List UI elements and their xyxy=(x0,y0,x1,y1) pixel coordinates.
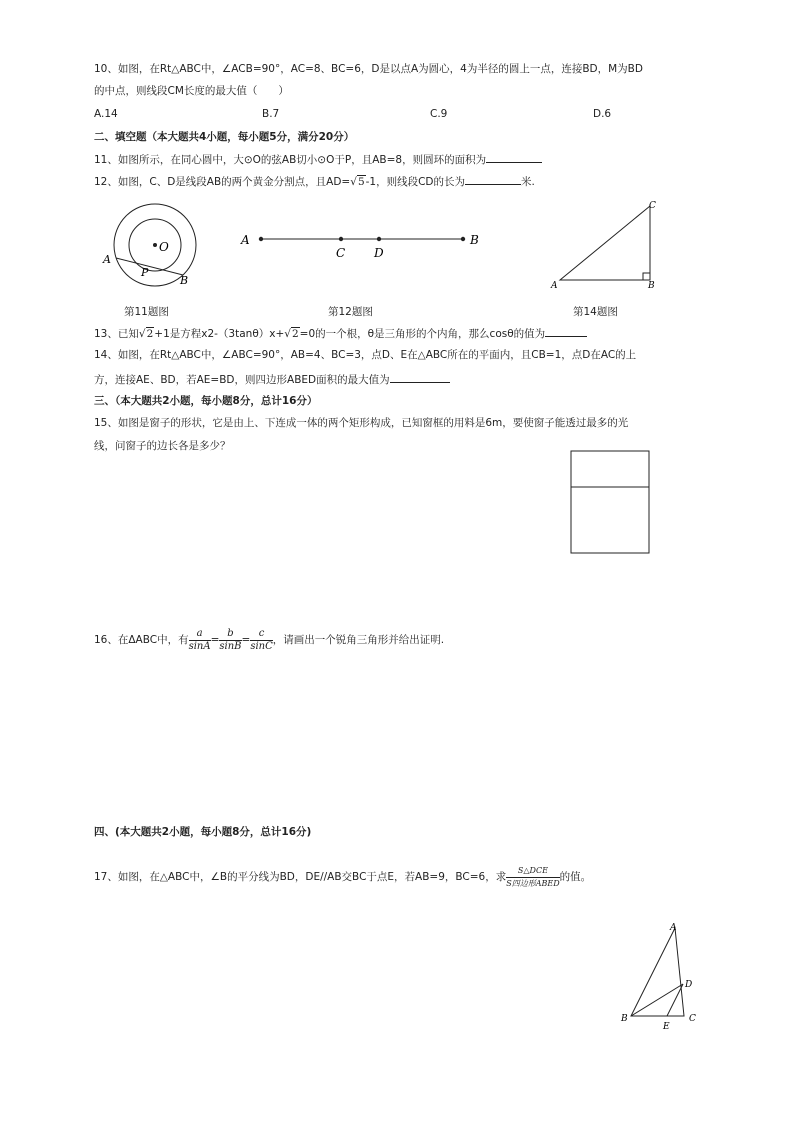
q16-frac-c xyxy=(250,628,272,653)
q15-line1: 15、如图是窗子的形状，它是由上、下连成一体的两个矩形构成，已知窗框的用料是6m，要使窗子能透过最多的光 xyxy=(94,417,629,429)
q10-option-d: D.6 xyxy=(593,108,612,120)
figure-11 xyxy=(100,200,200,290)
fig17-label-a: A xyxy=(670,923,677,933)
q11-text xyxy=(94,152,542,167)
fig11-caption: 第11题图 xyxy=(124,306,169,318)
q14-line1: 14、如图，在Rt△ABC中，∠ABC=90°，AB=4、BC=3，点D、E在△ABC所在的平面内，且CB=1，点D在AC的上 xyxy=(94,349,637,361)
q16-frac-a xyxy=(189,628,211,653)
fig11-label-o: O xyxy=(159,240,169,254)
section3-title: 三、（本大题共2小题，每小题8分，总计16分） xyxy=(94,395,318,407)
q12-stem-post: -1，则线段CD的长为 xyxy=(365,176,466,188)
q16-frac-c-den: sinC xyxy=(250,640,273,652)
q16-eq-2: = xyxy=(241,634,251,646)
fig12-caption: 第12题图 xyxy=(328,306,373,318)
q17-stem-post: 的值。 xyxy=(559,871,592,883)
q11-answer-blank xyxy=(486,152,542,163)
q10-option-a: A.14 xyxy=(94,108,118,120)
q13-stem-mid: +1是方程x2-（3tanθ）x+ xyxy=(154,328,285,340)
q17-text xyxy=(94,862,591,892)
q10-line1: 10、如图，在Rt△ABC中，∠ACB=90°，AC=8、BC=6，D是以点A为圆心，4为半径的圆上一点，连接BD，M为BD xyxy=(94,63,643,75)
q13-sqrt-1: √2 xyxy=(138,328,154,340)
fig12-label-d: D xyxy=(374,246,384,260)
fig17-label-b: B xyxy=(621,1014,628,1024)
q16-eq-1: = xyxy=(210,634,220,646)
q12-text xyxy=(94,174,535,189)
q16-text xyxy=(94,626,444,654)
fig11-label-p: P xyxy=(141,266,149,279)
q13-answer-blank xyxy=(545,326,587,337)
q10-option-b: B.7 xyxy=(262,108,280,120)
q13-sqrt-2: √2 xyxy=(284,328,299,340)
figure-14 xyxy=(545,198,665,293)
q13-radicand-2: 2 xyxy=(291,328,299,340)
q16-frac-b-num: b xyxy=(219,628,241,641)
q14-line2 xyxy=(94,372,450,387)
q16-frac-b xyxy=(219,628,241,653)
fig17-label-e: E xyxy=(663,1022,670,1032)
q14-answer-blank xyxy=(390,372,450,383)
q16-frac-b-den: sinB xyxy=(219,640,242,652)
section4-title: 四、(本大题共2小题，每小题8分，总计16分) xyxy=(94,826,312,838)
section2-title: 二、填空题（本大题共4小题，每小题5分，满分20分） xyxy=(94,131,355,143)
q11-stem: 11、如图所示，在同心圆中，大⊙O的弦AB切小⊙O于P，且AB=8，则圆环的面积为 xyxy=(94,154,487,166)
q12-stem: 12、如图，C、D是线段AB的两个黄金分割点，且AD= xyxy=(94,176,351,188)
figure-15-window xyxy=(570,450,652,556)
fig12-label-b: B xyxy=(470,233,479,247)
fig12-label-a: A xyxy=(241,233,250,247)
q17-ratio-num: S△DCE xyxy=(506,865,559,878)
q12-answer-blank xyxy=(465,174,521,185)
q16-stem-post: ，请画出一个锐角三角形并给出证明. xyxy=(272,634,445,646)
q13-stem-post: =0的一个根，θ是三角形的个内角，那么cosθ的值为 xyxy=(299,328,546,340)
fig14-caption: 第14题图 xyxy=(573,306,618,318)
fig14-label-c: C xyxy=(649,201,656,211)
q14-stem: 方，连接AE、BD，若AE=BD，则四边形ABED面积的最大值为 xyxy=(94,374,390,386)
q16-stem-tri: ΔABC中，有 xyxy=(128,634,189,646)
q12-sqrt: √5 xyxy=(350,176,365,188)
q17-ratio xyxy=(506,865,559,890)
q10-line2: 的中点，则线段CM长度的最大值（ ） xyxy=(94,85,289,97)
fig14-label-b: B xyxy=(648,281,655,291)
q13-stem: 13、已知 xyxy=(94,328,139,340)
fig11-label-b: B xyxy=(180,274,189,287)
q16-frac-a-den: sinA xyxy=(188,640,211,652)
q13-radicand-1: 2 xyxy=(146,328,154,340)
q15-line2: 线，问窗子的边长各是多少？ xyxy=(94,440,231,452)
q12-unit: 米. xyxy=(521,176,535,188)
q17-stem: 17、如图，在△ABC中，∠B的平分线为BD，DE//AB交BC于点E，若AB=9，BC=6，求 xyxy=(94,871,507,883)
q13-text xyxy=(94,326,587,341)
figure-12 xyxy=(236,226,486,266)
fig12-label-c: C xyxy=(336,246,346,260)
q10-option-c: C.9 xyxy=(430,108,448,120)
q12-radicand: 5 xyxy=(357,176,365,188)
fig17-label-d: D xyxy=(685,980,693,990)
fig11-label-a: A xyxy=(103,253,111,266)
q16-frac-c-num: c xyxy=(250,628,272,641)
figure-17 xyxy=(618,918,708,1032)
q16-stem: 16、在 xyxy=(94,634,129,646)
fig14-label-a: A xyxy=(551,281,558,291)
fig17-label-c: C xyxy=(689,1014,696,1024)
q16-frac-a-num: a xyxy=(189,628,211,641)
q17-ratio-den: S四边形ABED xyxy=(506,878,560,888)
